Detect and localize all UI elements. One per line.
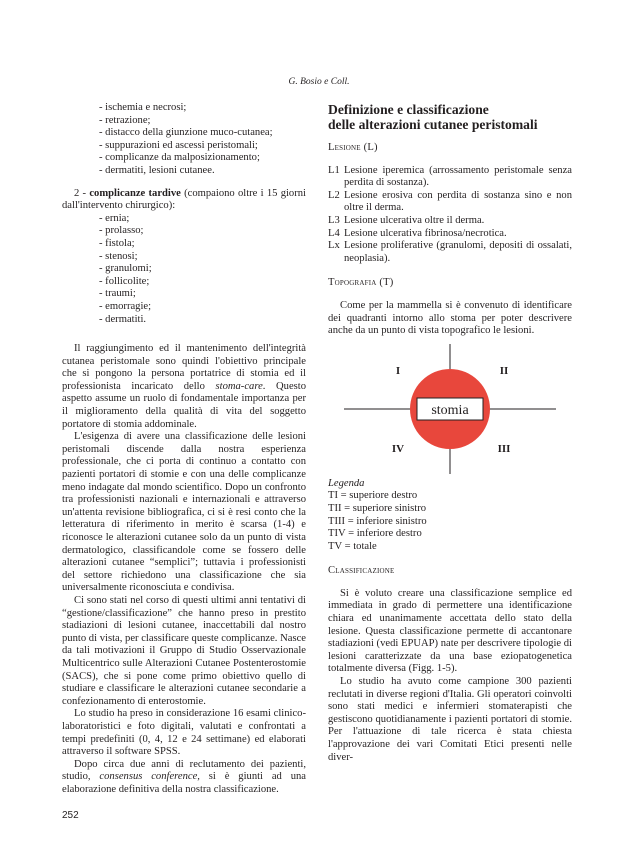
list-item: - dermatiti. xyxy=(99,313,147,325)
lesion-item: L2 Lesione erosiva con perdita di sostanza sino e non oltre il derma. xyxy=(328,189,572,214)
early-complications-list xyxy=(62,102,306,178)
lesion-item: L3 Lesione ulcerativa oltre il derma. xyxy=(328,214,485,226)
list-item: - follicolite; xyxy=(99,275,150,287)
legend-item: TIV = inferiore destro xyxy=(328,528,422,540)
list-item: - emorragie; xyxy=(99,300,152,312)
list-item: - distacco della giunzione muco-cutanea; xyxy=(99,127,273,139)
study-sample-paragraph: Lo studio ha avuto come campione 300 pazienti reclutati in diverse regioni d'Italia. Gli operatori coinvolti sono stati medici e infermieri stomaterapisti che gestiscono quotidianamente i pazienti portatori di stomie. Per l'attuazione di tale ricerca è stata chiesta l'approvazione dei vari Comitati Etici presenti nelle diver- xyxy=(328,676,572,763)
right-column xyxy=(328,102,572,764)
topography-paragraph: Come per la mammella si è convenuto di identificare dei quadranti intorno allo stoma per poter descrivere anche da un punto di vista topografico le lesioni. xyxy=(328,299,572,337)
list-item: - ischemia e necrosi; xyxy=(99,102,187,113)
list-item: - complicanze da malposizionamento; xyxy=(99,152,260,164)
legend xyxy=(328,478,572,554)
list-item: - prolasso; xyxy=(99,225,144,237)
legend-item: TIII = inferiore sinistro xyxy=(328,515,427,527)
list-item: - granulomi; xyxy=(99,263,152,275)
list-item: - ernia; xyxy=(99,212,130,224)
late-complications-list xyxy=(62,213,306,326)
paragraph-conclusion: Dopo circa due anni di reclutamento dei pazienti, studio, consensus conference, si è giunti ad una elaborazione definitiva della nostra classificazione. xyxy=(62,758,306,795)
lesion-item: L4 Lesione ulcerativa fibrinosa/necrotica. xyxy=(328,227,507,239)
paragraph-integrity: Il raggiungimento ed il mantenimento dell'integrità cutanea peristomale sono quindi l'obiettivo principale che si pongono la persona portatrice di stomia ed il professionista incaricato dello stoma-care. Questo aspetto assume un ruolo di fondamentale importanza per il miglioramento della qualità di vita del soggetto portatore di stomia addominale. xyxy=(62,343,307,430)
list-item: - suppurazioni ed ascessi peristomali; xyxy=(99,139,258,151)
quadrant-label-IV: IV xyxy=(391,442,405,455)
stoma-quadrant-diagram xyxy=(328,344,572,474)
lesion-heading: Lesione (L) xyxy=(328,142,378,153)
list-item: - fistola; xyxy=(99,237,135,249)
legend-title: Legenda xyxy=(328,477,365,489)
quadrant-svg xyxy=(328,344,572,474)
legend-item: TII = superiore sinistro xyxy=(328,502,427,514)
paragraph-study-method: Lo studio ha preso in considerazione 16 esami clinico-laboratoristici e foto digitali, valutati e confrontati a tempi predefiniti (0, 4, 12 e 24 settimane) ed elaborati attraverso il software SPSS. xyxy=(62,708,306,758)
list-item: - dermatiti, lesioni cutanee. xyxy=(99,164,215,176)
legend-item: TI = superiore destro xyxy=(328,490,418,502)
lesion-item: L1 Lesione iperemica (arrossamento peristomale senza perdita di sostanza). xyxy=(328,164,572,189)
quadrant-label-III: III xyxy=(497,442,511,455)
running-header: G. Bosio e Coll. xyxy=(288,77,350,87)
legend-item: TV = totale xyxy=(328,540,377,552)
lesion-list xyxy=(328,165,572,266)
paragraph-need-classification: L'esigenza di avere una classificazione delle lesioni peristomali discende dalla nostra esperienza professionale, che ci porta di continuo a contatto con pazienti portatori di stomie e con una delle complicanze meno indagate dal mondo scientifico. Dopo un confronto tra professionisti nazionali e internazionali e attraverso un'attenta revisione bibliografica, ci si è resi conto che la letteratura di riferimento in merito è scarsa (1-4) e riconosce le alterazioni cutanee solo da un punto di vista dermatologico, classificandole come se fossero delle alterazioni cutanee “semplici”; tuttavia i professionisti del settore richiedono una classificazione che sia universalmente riconosciuta e condivisa. xyxy=(62,431,306,594)
paragraph-study-group: Ci sono stati nel corso di questi ultimi anni tentativi di “gestione/classificazione” che hanno preso in prestito stadiazioni di lesioni cutanee, inaccettabili dal nostro punto di vista, per classificare queste complicanze. Nasce da tali motivazioni il Gruppo di Studio Osservazionale Multicentrico sulle Alterazioni Cutanee Postenterostomie (SACS), che si pone come primo obiettivo quello di studiare e classificare le alterazioni cutanee secondarie a confezionamento di enterostomie. xyxy=(62,594,306,707)
list-item: - traumi; xyxy=(99,288,136,300)
topography-heading: Topografia (T) xyxy=(328,277,394,289)
stoma-label: stomia xyxy=(431,402,469,418)
list-item: - stenosi; xyxy=(99,250,138,262)
classification-paragraph: Si è voluto creare una classificazione semplice ed immediata in grado di permettere una identificazione chiara ed unanimamente accettata dello stato della lesione. Questa classificazione permette di accantonare stadiazioni (vedi EPUAP) nate per descrivere tipologie di lesioni caratterizzate da una base eziopatogenetica totalmente diversa (Figg. 1-5). xyxy=(328,587,572,675)
quadrant-label-I: I xyxy=(395,364,401,377)
quadrant-label-II: II xyxy=(499,364,509,377)
late-complications-heading: 2 - complicanze tardive (compaiono oltre i 15 giorni dall'intervento chirurgico): xyxy=(62,187,306,212)
classification-heading: Classificazione xyxy=(328,565,395,577)
list-item: - retrazione; xyxy=(99,114,151,126)
left-column xyxy=(62,102,306,796)
lesion-item: Lx Lesione proliferative (granulomi, depositi di ossalati, neoplasia). xyxy=(328,240,572,264)
section-title: Definizione e classificazione delle alterazioni cutanee peristomali xyxy=(328,102,538,132)
page-number: 252 xyxy=(62,810,79,821)
